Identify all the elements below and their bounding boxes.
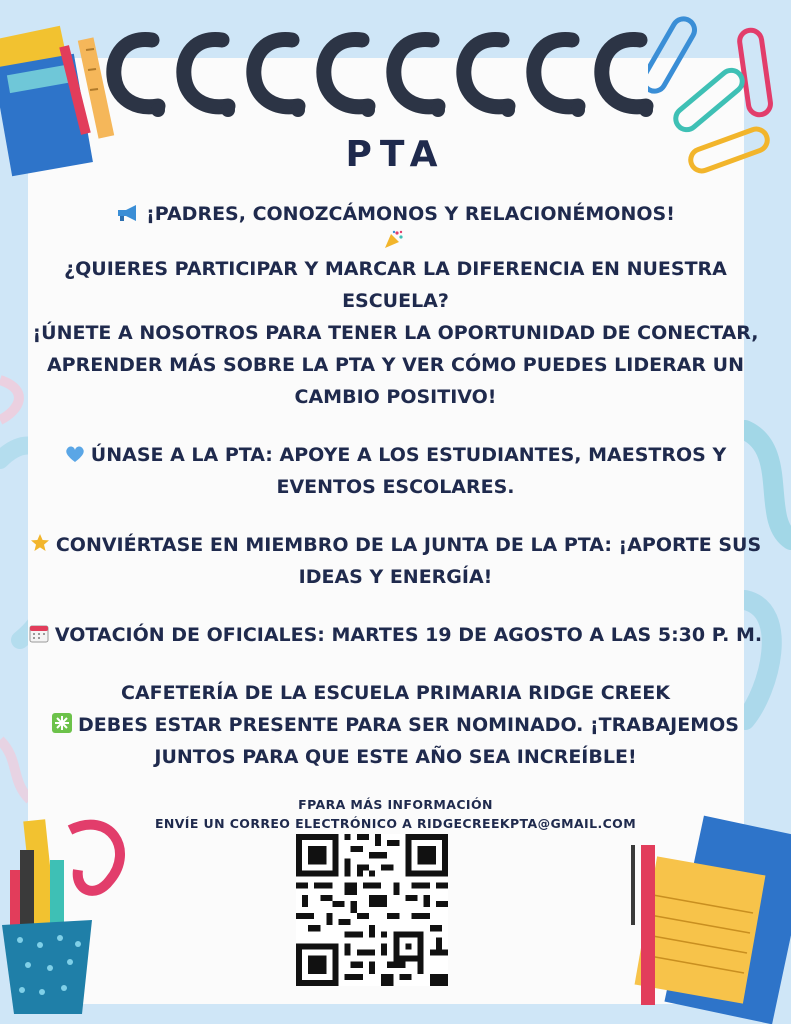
- board-line-1: [10, 529, 781, 561]
- star-icon: [30, 533, 50, 553]
- info-line-1: FPARA MÁS INFORMACIÓN: [298, 797, 493, 812]
- join-line-1: ¡ÚNETE A NOSOTROS PARA TENER LA OPORTUNIDAD DE CONECTAR,: [32, 322, 759, 344]
- megaphone-icon: [116, 204, 140, 222]
- qr-code[interactable]: [296, 833, 448, 987]
- board-line-2: IDEAS Y ENERGÍA!: [298, 566, 493, 588]
- heading-line: [10, 198, 781, 230]
- board-text-1: CONVIÉRTASE EN MIEMBRO DE LA JUNTA DE LA PTA: ¡APORTE SUS: [55, 534, 762, 556]
- support-line-1: [10, 439, 781, 471]
- support-line-2: EVENTOS ESCOLARES.: [276, 476, 515, 498]
- party-popper-icon: [383, 230, 403, 250]
- location-line: CAFETERÍA DE LA ESCUELA PRIMARIA RIDGE CREEK: [121, 682, 670, 704]
- vote-text: VOTACIÓN DE OFICIALES: MARTES 19 DE AGOSTO A LAS 5:30 P. M.: [54, 624, 763, 646]
- sparkle-icon: [52, 713, 72, 733]
- info-line-2: ENVÍE UN CORREO ELECTRÓNICO A RIDGECREEKPTA@GMAIL.COM: [154, 816, 637, 831]
- notebook-notes-decoration: [625, 815, 791, 1024]
- join-line-3: CAMBIO POSITIVO!: [294, 386, 497, 408]
- page-title: PTA: [345, 134, 446, 175]
- present-line-1: [10, 709, 781, 741]
- pencil-cup-decoration: [0, 810, 130, 1024]
- flyer-body: [10, 198, 781, 833]
- support-text-1: ÚNASE A LA PTA: APOYE A LOS ESTUDIANTES, MAESTROS Y: [90, 444, 727, 466]
- vote-line: [10, 619, 781, 651]
- question-line-1: ¿QUIERES PARTICIPAR Y MARCAR LA DIFERENCIA EN NUESTRA: [64, 258, 727, 280]
- join-line-2: APRENDER MÁS SOBRE LA PTA Y VER CÓMO PUEDES LIDERAR UN: [46, 354, 745, 376]
- present-line-2: JUNTOS PARA QUE ESTE AÑO SEA INCREÍBLE!: [154, 746, 637, 768]
- blue-heart-icon: [65, 445, 85, 463]
- spiral-rings-decoration: [100, 18, 660, 138]
- heading-text: ¡PADRES, CONOZCÁMONOS Y RELACIONÉMONOS!: [146, 203, 675, 225]
- present-text-1: DEBES ESTAR PRESENTE PARA SER NOMINADO. ¡TRABAJEMOS: [78, 714, 739, 736]
- party-line: [10, 230, 781, 253]
- calendar-icon: [29, 623, 49, 643]
- question-line-2: ESCUELA?: [342, 290, 449, 312]
